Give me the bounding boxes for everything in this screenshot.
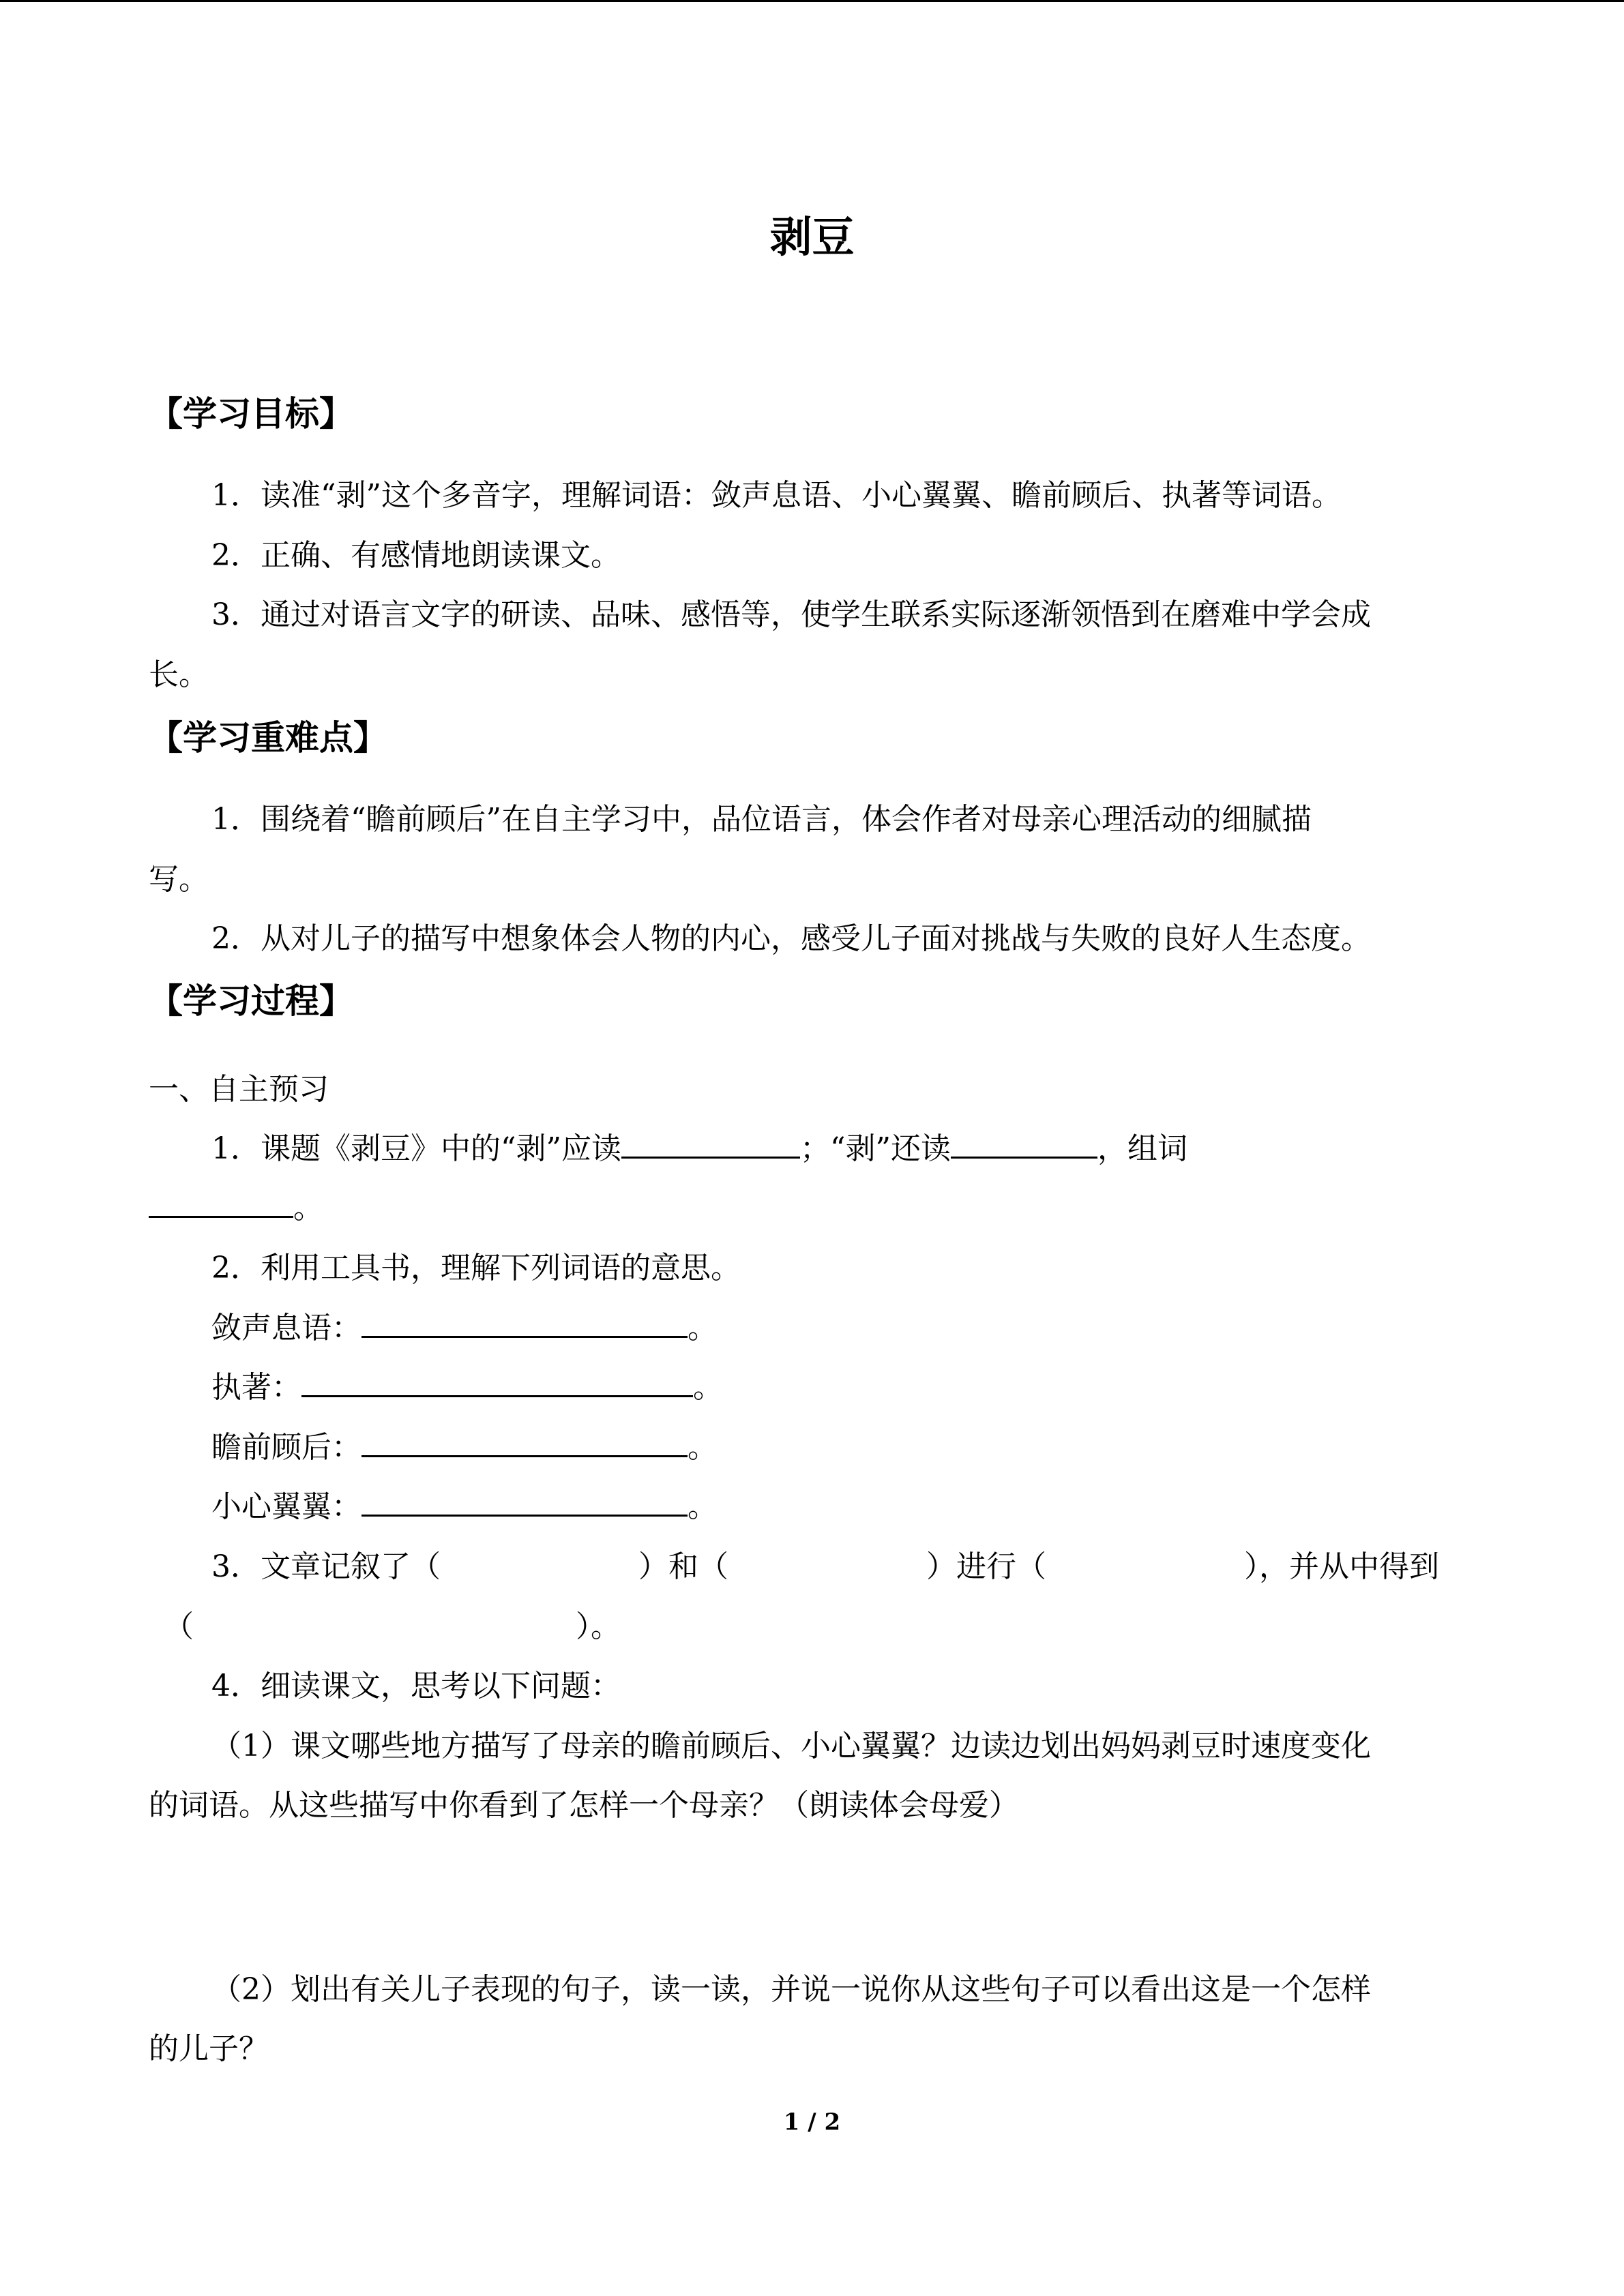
goal-item-2: 2．正确、有感情地朗读课文。	[211, 538, 621, 573]
word-row-end: 。	[688, 1430, 718, 1465]
question-1-continued	[149, 1188, 323, 1229]
question-1-text-b: ；“剥”还读	[799, 1131, 951, 1166]
word-label: 敛声息语：	[211, 1311, 361, 1345]
goal-item-1: 1．读准“剥”这个多音字，理解词语：敛声息语、小心翼翼、瞻前顾后、执著等词语。	[211, 478, 1342, 513]
word-definition-row	[211, 1308, 718, 1349]
page-title: 剥豆	[769, 212, 855, 262]
page-number: 1 / 2	[783, 2108, 841, 2136]
question-3-continued	[164, 1607, 621, 1648]
word-row-end: 。	[688, 1489, 718, 1524]
key-point-1: 1．围绕着“瞻前顾后”在自主学习中，品位语言，体会作者对母亲心理活动的细腻描	[211, 802, 1312, 837]
section-heading-goals: 【学习目标】	[149, 394, 353, 434]
word-definition-row	[211, 1427, 718, 1468]
question-3-text-a: 3．文章记叙了（	[211, 1549, 441, 1584]
question-4-1-continued: 的词语。从这些描写中你看到了怎样一个母亲？（朗读体会母爱）	[149, 1788, 1019, 1823]
section-heading-key-points: 【学习重难点】	[149, 718, 387, 758]
word-definition-row	[211, 1367, 723, 1408]
section-heading-process: 【学习过程】	[149, 981, 353, 1021]
question-3	[211, 1547, 1439, 1587]
answer-blank-pronunciation-2[interactable]	[951, 1129, 1097, 1159]
goal-item-3-continued: 长。	[149, 657, 209, 692]
question-4-2: （2）划出有关儿子表现的句子，读一读，并说一说你从这些句子可以看出这是一个怎样	[211, 1972, 1371, 2007]
question-1-text-a: 1．课题《剥豆》中的“剥”应读	[211, 1131, 621, 1166]
answer-blank-word[interactable]	[149, 1189, 293, 1218]
key-point-1-continued: 写。	[149, 862, 209, 897]
question-3-text-b: ）和（	[638, 1549, 728, 1584]
question-1-text-c: ，组词	[1097, 1131, 1187, 1166]
word-label: 小心翼翼：	[211, 1489, 361, 1524]
question-3-text-d: ），并从中得到	[1244, 1549, 1439, 1584]
question-4-1: （1）课文哪些地方描写了母亲的瞻前顾后、小心翼翼？边读边划出妈妈剥豆时速度变化	[211, 1729, 1371, 1763]
question-1-end: 。	[293, 1191, 323, 1225]
question-4-2-continued: 的儿子？	[149, 2031, 269, 2066]
word-row-end: 。	[688, 1311, 718, 1345]
question-3-close-paren: ）。	[576, 1609, 621, 1644]
question-4: 4．细读课文，思考以下问题：	[211, 1669, 621, 1703]
question-2: 2．利用工具书，理解下列词语的意思。	[211, 1251, 741, 1285]
word-label: 瞻前顾后：	[211, 1430, 361, 1465]
question-3-text-c: ）进行（	[926, 1549, 1046, 1584]
goal-item-3: 3．通过对语言文字的研读、品味、感悟等，使学生联系实际逐渐领悟到在磨难中学会成	[211, 597, 1371, 632]
subsection-self-preview: 一、自主预习	[149, 1072, 329, 1107]
word-definition-row	[211, 1487, 718, 1527]
answer-blank-definition[interactable]	[301, 1368, 693, 1397]
answer-blank-pronunciation-1[interactable]	[621, 1129, 800, 1159]
key-point-2: 2．从对儿子的描写中想象体会人物的内心，感受儿子面对挑战与失败的良好人生态度。	[211, 921, 1371, 956]
page-top-border	[0, 0, 1624, 2]
word-label: 执著：	[211, 1370, 301, 1405]
question-1	[211, 1129, 1187, 1169]
answer-blank-definition[interactable]	[361, 1428, 688, 1457]
answer-blank-definition[interactable]	[361, 1309, 688, 1338]
answer-blank-definition[interactable]	[361, 1487, 688, 1517]
word-row-end: 。	[693, 1370, 723, 1405]
question-3-open-paren: （	[164, 1609, 194, 1644]
